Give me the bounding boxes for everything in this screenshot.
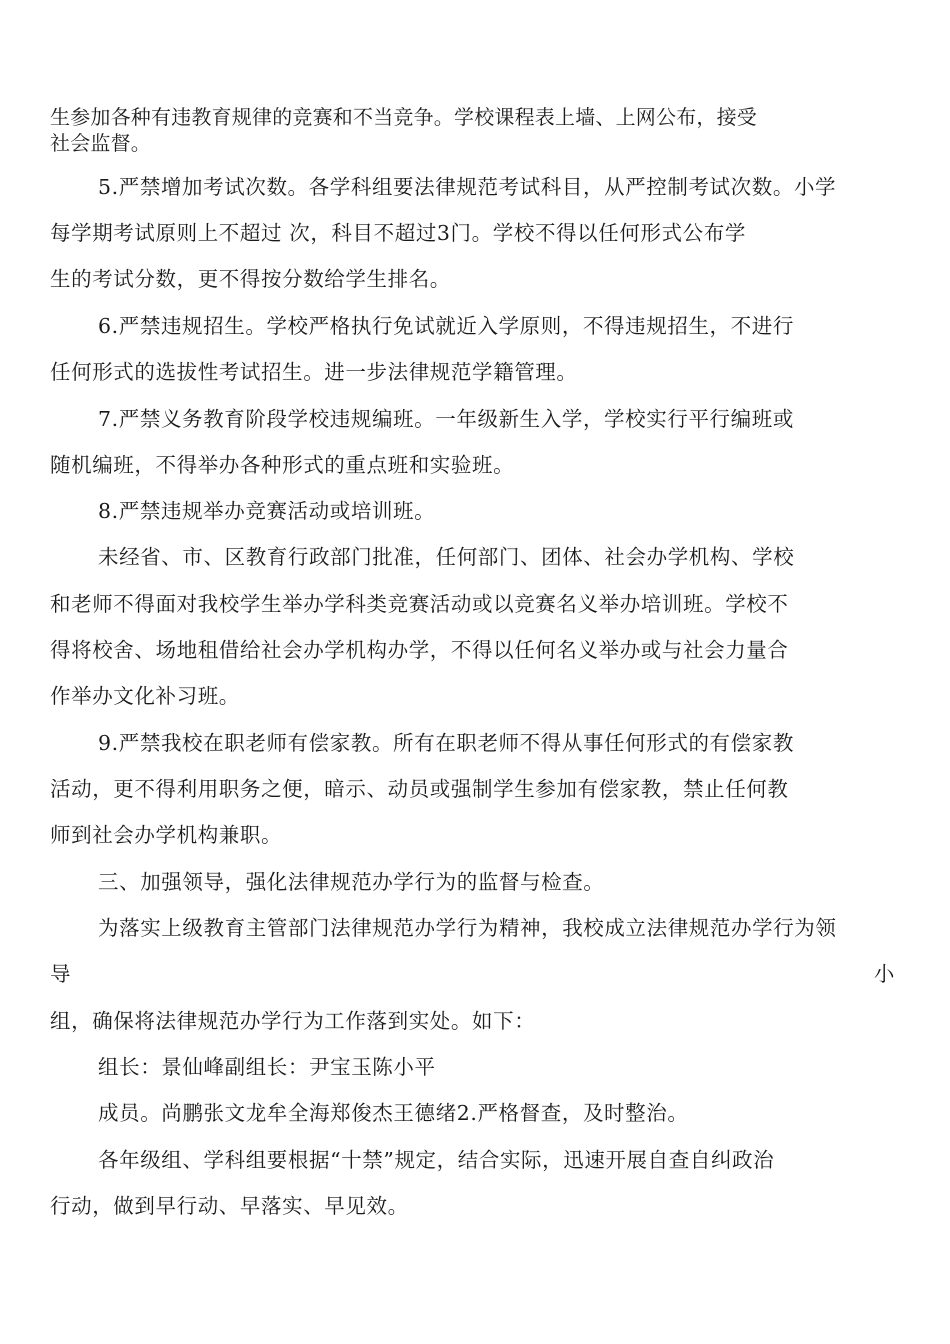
paragraph-7-line-1: 7.严禁义务教育阶段学校违规编班。一年级新生入学，学校实行平行编班或 (98, 407, 794, 431)
paragraph-9-line-2: 活动，更不得利用职务之便，暗示、动员或强制学生参加有偿家教，禁止任何教 (50, 777, 789, 801)
paragraph-8-body-line-3: 得将校舍、场地租借给社会办学机构办学，不得以任何名义举办或与社会力量合 (50, 638, 789, 662)
group-members-line: 成员。尚鹏张文龙牟全海郑俊杰王德绪2.严格督查，及时整治。 (98, 1101, 689, 1125)
paragraph-8-body-line-4: 作举办文化补习班。 (50, 684, 240, 708)
paragraph-8-body-line-2: 和老师不得面对我校学生举办学科类竞赛活动或以竞赛名义举办培训班。学校不 (50, 592, 789, 616)
paragraph-leadership-line-3: 组，确保将法律规范办学行为工作落到实处。如下： (50, 1009, 536, 1033)
paragraph-6-line-1: 6.严禁违规招生。学校严格执行免试就近入学原则，不得违规招生，不进行 (98, 314, 794, 338)
text-fragment: 小 (873, 962, 895, 986)
paragraph-9-line-1: 9.严禁我校在职老师有偿家教。所有在职老师不得从事任何形式的有偿家教 (98, 731, 794, 755)
paragraph-9-line-3: 师到社会办学机构兼职。 (50, 823, 283, 847)
text-line: 社会监督。 (50, 131, 151, 155)
paragraph-8-heading: 8.严禁违规举办竞赛活动或培训班。 (98, 499, 436, 523)
closing-paragraph-line-2: 行动，做到早行动、早落实、早见效。 (50, 1194, 409, 1218)
paragraph-6-line-2: 任何形式的选拔性考试招生。进一步法律规范学籍管理。 (50, 360, 578, 384)
section-heading-3: 三、加强领导，强化法律规范办学行为的监督与检查。 (98, 870, 605, 894)
paragraph-leadership-line-2 (50, 961, 895, 987)
group-leader-line: 组长：景仙峰副组长：尹宝玉陈小平 (98, 1055, 436, 1079)
text-fragment: 导 (50, 962, 72, 986)
paragraph-7-line-2: 随机编班，不得举办各种形式的重点班和实验班。 (50, 453, 515, 477)
text-line: 生参加各种有违教育规律的竞赛和不当竞争。学校课程表上墙、上网公布，接受 (50, 105, 757, 129)
closing-paragraph-line-1: 各年级组、学科组要根据“十禁”规定，结合实际，迅速开展自查自纠政治 (98, 1148, 775, 1172)
paragraph-8-body-line-1: 未经省、市、区教育行政部门批准，任何部门、团体、社会办学机构、学校 (98, 545, 795, 569)
paragraph-5-line-2: 每学期考试原则上不超过 次，科目不超过3门。学校不得以任何形式公布学 (50, 221, 746, 245)
paragraph-leadership-line-1: 为落实上级教育主管部门法律规范办学行为精神，我校成立法律规范办学行为领 (98, 916, 837, 940)
paragraph-5-line-3: 生的考试分数，更不得按分数给学生排名。 (50, 267, 451, 291)
paragraph-5-line-1: 5.严禁增加考试次数。各学科组要法律规范考试科目，从严控制考试次数。小学 (98, 175, 837, 199)
